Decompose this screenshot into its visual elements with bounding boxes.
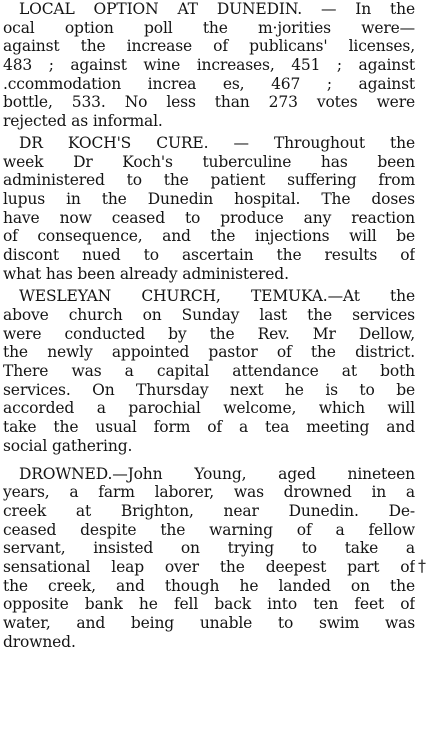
article-line: ocal option poll the m·jorities were—	[3, 18, 415, 37]
article-line: the newly appointed pastor of the district.	[3, 343, 415, 362]
article-line: services. On Thursday next he is to be	[3, 380, 415, 399]
article-line: creek at Brighton, near Dunedin. De-	[3, 501, 415, 520]
article-line: lupus in the Dunedin hospital. The doses	[3, 189, 415, 208]
article-drowned	[3, 465, 415, 652]
article-wesleyan-church	[3, 287, 415, 455]
article-line: opposite bank he fell back into ten feet of	[3, 595, 415, 614]
article-line: rejected as informal.	[3, 112, 163, 131]
article-line: DR KOCH'S CURE. — Throughout the	[19, 133, 415, 152]
article-line: take the usual form of a tea meeting and	[3, 418, 415, 437]
article-line: 483 ; against wine increases, 451 ; against	[3, 56, 415, 75]
article-line: DROWNED.—John Young, aged nineteen	[19, 464, 415, 483]
article-line: ceased despite the warning of a fellow	[3, 520, 415, 539]
article-line: WESLEYAN CHURCH, TEMUKA.—At the	[19, 287, 415, 306]
article-line: social gathering.	[3, 436, 133, 455]
article-line: what has been already administered.	[3, 264, 289, 283]
article-line: years, a farm laborer, was drowned in a	[3, 483, 415, 502]
article-line: .ccommodation increa es, 467 ; against	[3, 74, 415, 93]
article-line: sensational leap over the deepest part of	[3, 557, 415, 576]
article-line: administered to the patient suffering from	[3, 171, 415, 190]
article-local-option	[3, 0, 415, 131]
article-line: of consequence, and the injections will be	[3, 227, 415, 246]
article-line: accorded a parochial welcome, which will	[3, 399, 415, 418]
article-line: servant, insisted on trying to take a	[3, 539, 415, 558]
article-line: were conducted by the Rev. Mr Dellow,	[3, 324, 415, 343]
article-line: have now ceased to produce any reaction	[3, 208, 415, 227]
article-line: against the increase of publicans' licenses,	[3, 37, 415, 56]
article-line: drowned.	[3, 632, 76, 651]
article-line: There was a capital attendance at both	[3, 362, 415, 381]
article-koch-cure	[3, 134, 415, 284]
article-line: above church on Sunday last the services	[3, 306, 415, 324]
article-line: LOCAL OPTION AT DUNEDIN. — In the	[19, 0, 415, 18]
newspaper-column	[3, 0, 415, 651]
article-line: bottle, 533. No less than 273 votes were	[3, 93, 415, 112]
margin-mark: †	[418, 556, 426, 575]
article-line: the creek, and though he landed on the	[3, 576, 415, 595]
article-line: discont nued to ascertain the results of	[3, 245, 415, 264]
article-line: water, and being unable to swim was	[3, 614, 415, 632]
article-line: week Dr Koch's tuberculine has been	[3, 152, 415, 171]
